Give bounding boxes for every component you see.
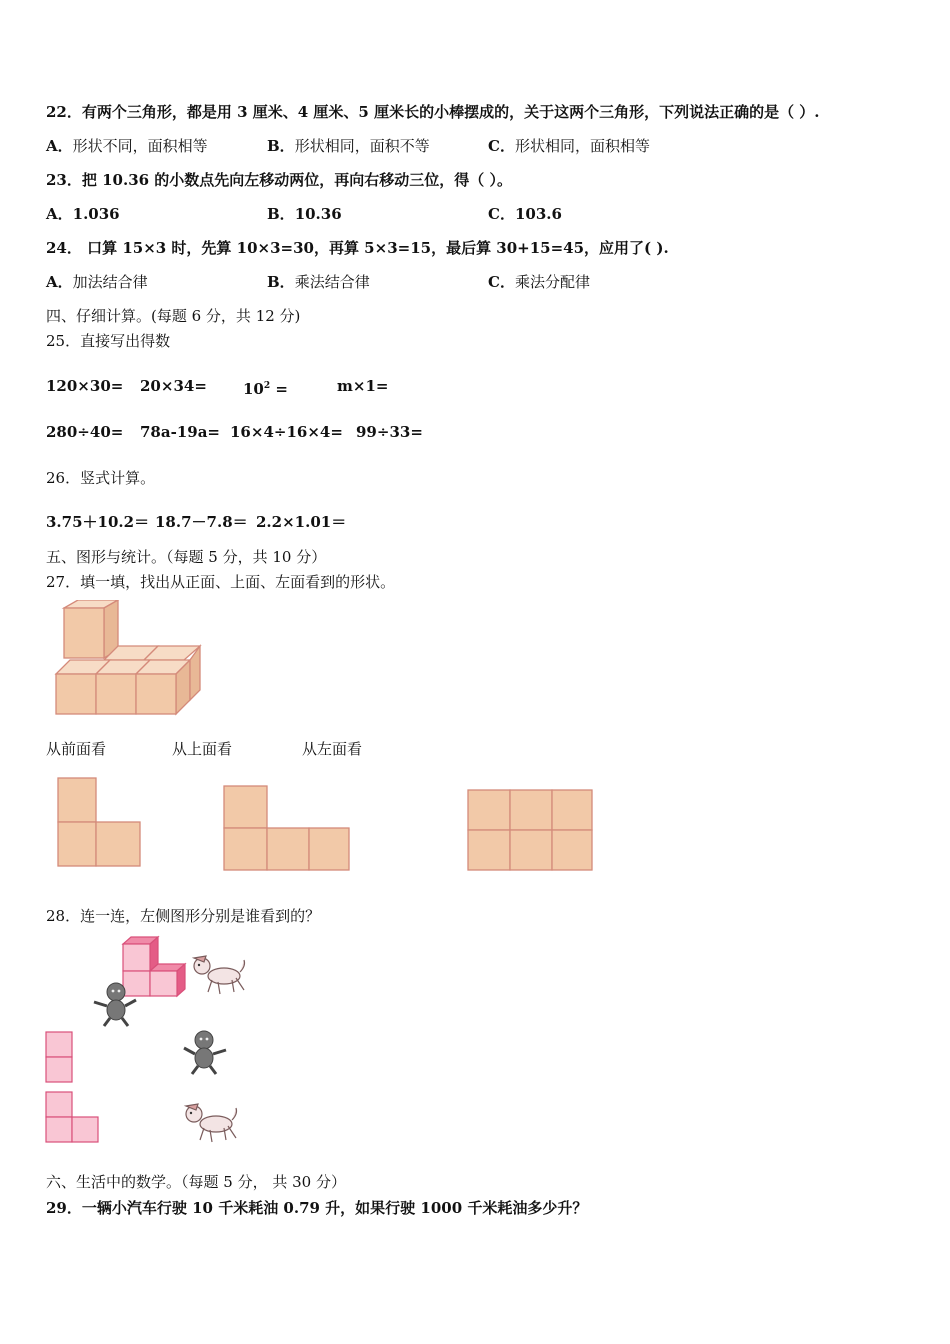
front-view-figure bbox=[56, 776, 146, 872]
q22-option-a[interactable]: A．形状不同，面积相等 bbox=[46, 137, 208, 155]
vertical-calc-item: 2.2×1.01＝ bbox=[256, 513, 347, 531]
dog-icon[interactable] bbox=[180, 1098, 242, 1144]
question-22: 22．有两个三角形，都是用 3 厘米、4 厘米、5 厘米长的小棒摆成的，关于这两个三角形，下列说法正确的是（ ）. bbox=[46, 103, 820, 121]
q23-option-b[interactable]: B．10.36 bbox=[267, 205, 342, 223]
calc-item: 120×30= bbox=[46, 377, 124, 395]
calc-item: 99÷33= bbox=[356, 423, 423, 441]
question-29: 29．一辆小汽车行驶 10 千米耗油 0.79 升，如果行驶 1000 千米耗油多少升？ bbox=[46, 1199, 588, 1217]
question-25-title: 25．直接写出得数 bbox=[46, 332, 171, 350]
pink-l-figure bbox=[44, 1090, 102, 1146]
vertical-calc-item: 3.75＋10.2＝ bbox=[46, 513, 150, 531]
calc-item: 280÷40= bbox=[46, 423, 124, 441]
q22-option-c[interactable]: C．形状相同，面积相等 bbox=[488, 137, 650, 155]
q24-option-a[interactable]: A．加法结合律 bbox=[46, 273, 148, 291]
calc-item: m×1= bbox=[337, 377, 389, 395]
q22-option-b[interactable]: B．形状相同，面积不等 bbox=[267, 137, 430, 155]
section-5-heading: 五、图形与统计。（每题 5 分，共 10 分） bbox=[46, 548, 327, 566]
calc-item: 20×34= bbox=[140, 377, 207, 395]
q24-option-c[interactable]: C．乘法分配律 bbox=[488, 273, 590, 291]
calc-item-power: $10^2$ = bbox=[243, 380, 288, 398]
question-23: 23．把 10.36 的小数点先向左移动两位，再向右移动三位，得（ ）。 bbox=[46, 171, 513, 189]
question-28-title: 28．连一连，左侧图形分别是谁看到的？ bbox=[46, 907, 321, 925]
section-4-heading: 四、仔细计算。(每题 6 分，共 12 分) bbox=[46, 307, 301, 325]
question-26-title: 26．竖式计算。 bbox=[46, 469, 156, 487]
dog-icon[interactable] bbox=[188, 950, 250, 996]
q23-option-a[interactable]: A．1.036 bbox=[46, 205, 120, 223]
question-27-title: 27．填一填，找出从正面、上面、左面看到的形状。 bbox=[46, 573, 396, 591]
monkey-icon[interactable] bbox=[90, 980, 138, 1028]
pink-column-figure bbox=[44, 1030, 76, 1086]
q24-option-b[interactable]: B．乘法结合律 bbox=[267, 273, 370, 291]
monkey-icon[interactable] bbox=[182, 1028, 230, 1076]
left-view-figure bbox=[466, 788, 596, 874]
cube-arrangement-figure bbox=[46, 600, 206, 720]
view-label-front: 从前面看 bbox=[46, 740, 107, 758]
calc-item: 16×4÷16×4= bbox=[230, 423, 343, 441]
question-24: 24． 口算 15×3 时，先算 10×3=30，再算 5×3=15，最后算 30+15=45，应用了( ). bbox=[46, 239, 669, 257]
view-label-top: 从上面看 bbox=[172, 740, 233, 758]
view-label-left: 从左面看 bbox=[302, 740, 363, 758]
q23-option-c[interactable]: C．103.6 bbox=[488, 205, 562, 223]
vertical-calc-item: 18.7－7.8＝ bbox=[155, 513, 248, 531]
calc-item: 78a-19a= bbox=[140, 423, 220, 441]
section-6-heading: 六、生活中的数学。（每题 5 分， 共 30 分） bbox=[46, 1173, 346, 1191]
top-view-figure bbox=[222, 784, 354, 874]
